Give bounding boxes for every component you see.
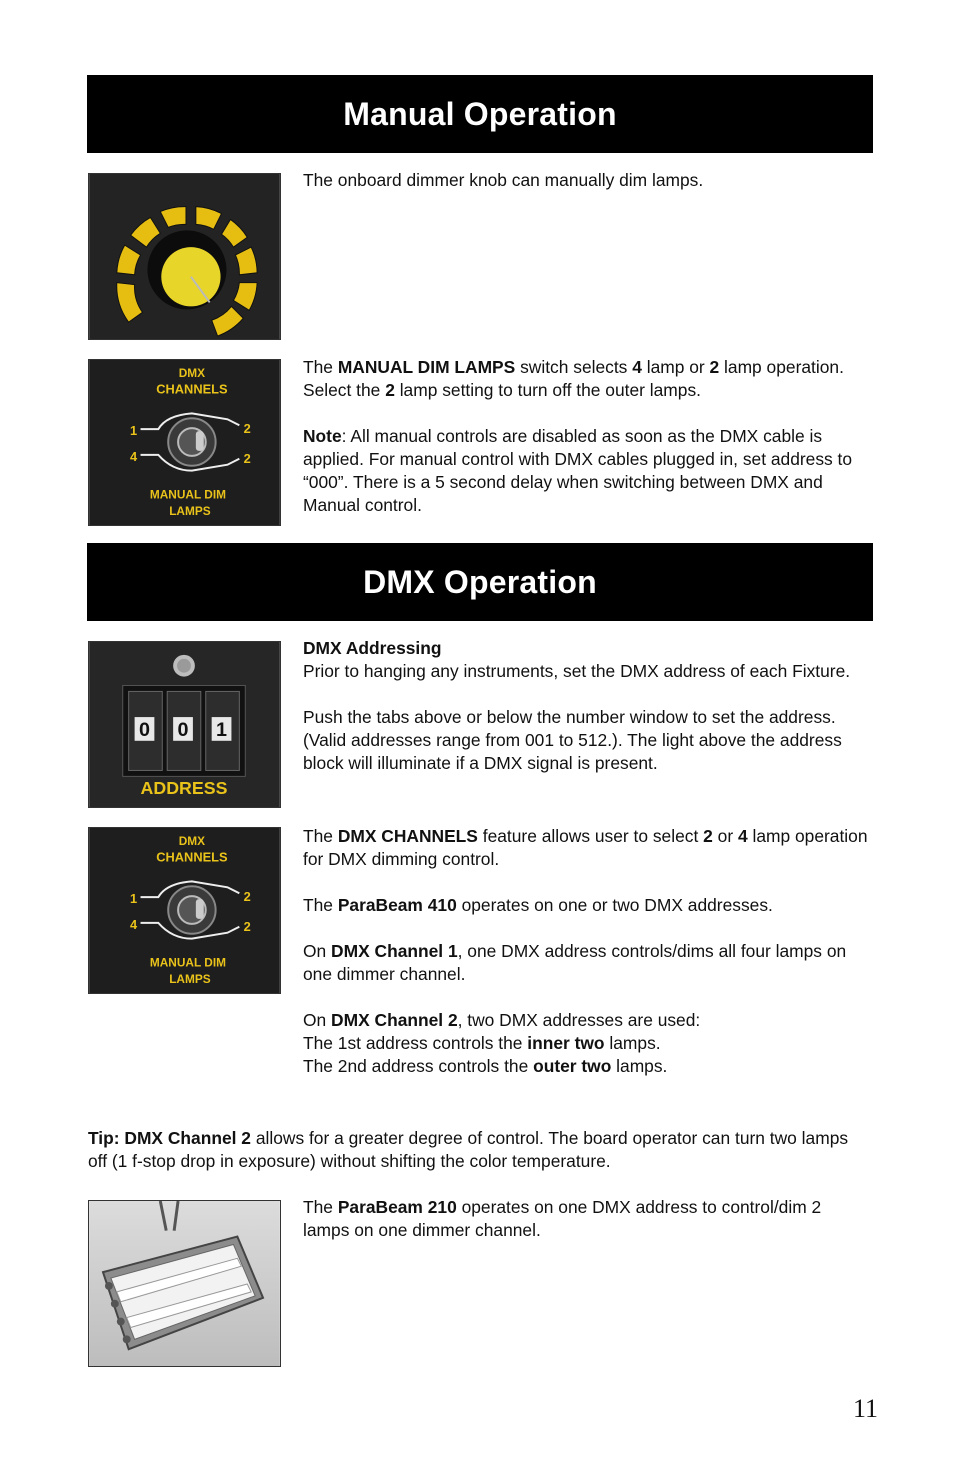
switch-label-2b: 2 [243, 450, 251, 466]
manual-dim-switch-photo [88, 359, 281, 526]
dimmer-knob-icon [89, 174, 280, 339]
switch-label-4: 4 [130, 916, 138, 932]
dmx-channels-switch-photo [88, 827, 281, 994]
switch-label-1: 1 [130, 423, 138, 439]
parabeam-210-text: The ParaBeam 210 operates on one DMX address to control/dim 2 lamps on one dimmer channel. [303, 1197, 822, 1240]
parabeam-210-photo [88, 1200, 281, 1367]
dimmer-knob-photo [88, 173, 281, 340]
toggle-switch-icon [89, 360, 280, 525]
toggle-switch-icon [89, 828, 280, 993]
address-digit-1: 0 [138, 718, 150, 741]
dmx-operation-heading: DMX Operation [363, 563, 597, 600]
outer-two-text: The 2nd address controls the outer two lamps. [303, 1056, 668, 1076]
knob-text: The onboard dimmer knob can manually dim lamps. [303, 170, 704, 190]
manual-note: Note: All manual controls are disabled as soon as the DMX cable is applied. For manual control with DMX cables plugged in, set address to “000”. There is a 5 second delay when switching between DMX and Manual control. [303, 426, 853, 515]
address-label: ADDRESS [140, 778, 228, 799]
dmx-channels-description [303, 825, 868, 1078]
switch-label-channels: CHANNELS [156, 849, 228, 865]
switch-label-dmx: DMX [178, 365, 206, 380]
address-digit-2: 0 [177, 718, 189, 741]
dmx-channels-text: The DMX CHANNELS feature allows user to select 2 or 4 lamp operation for DMX dimming control. [303, 826, 868, 869]
dmx-addressing-text: Prior to hanging any instruments, set the DMX address of each Fixture. [303, 661, 851, 681]
page-number: 11 [852, 1394, 878, 1423]
address-digit-3: 1 [216, 718, 228, 741]
address-wheel-icon [89, 642, 280, 807]
inner-two-text: The 1st address controls the inner two lamps. [303, 1033, 661, 1053]
switch-label-manual-dim: MANUAL DIM [149, 955, 227, 970]
manual-operation-banner [87, 75, 873, 153]
knob-description [303, 169, 868, 192]
switch-label-manual-dim: MANUAL DIM [149, 487, 227, 502]
parabeam-410-text: The ParaBeam 410 operates on one or two DMX addresses. [303, 895, 773, 915]
dmx-push-text: Push the tabs above or below the number window to set the address. (Valid addresses range from 001 to 512.). The light above the address block will illuminate if a DMX signal is present. [303, 707, 842, 773]
address-panel-photo [88, 641, 281, 808]
switch-label-lamps: LAMPS [169, 504, 211, 519]
manual-switch-text: The MANUAL DIM LAMPS switch selects 4 lamp or 2 lamp operation. Select the 2 lamp setting to turn off the outer lamps. [303, 357, 844, 400]
switch-label-lamps: LAMPS [169, 972, 211, 987]
switch-label-1: 1 [130, 891, 138, 907]
tip-text: allows for a greater degree of control. The board operator can turn two lamps off (1 f-stop drop in exposure) without shifting the color temperature. [88, 1128, 849, 1171]
manual-operation-heading: Manual Operation [343, 95, 617, 132]
dmx-addressing-title: DMX Addressing [303, 638, 442, 658]
switch-label-2: 2 [243, 421, 251, 437]
dmx-channel-1-text: On DMX Channel 1, one DMX address controls/dims all four lamps on one dimmer channel. [303, 941, 847, 984]
switch-label-dmx: DMX [178, 833, 206, 848]
dmx-operation-banner [87, 543, 873, 621]
switch-label-2: 2 [243, 889, 251, 905]
fixture-icon [89, 1201, 280, 1366]
parabeam-210-description [303, 1196, 868, 1242]
switch-label-channels: CHANNELS [156, 381, 228, 397]
switch-label-2b: 2 [243, 918, 251, 934]
switch-label-4: 4 [130, 448, 138, 464]
manual-switch-description [303, 356, 868, 517]
dmx-channel-2-text: On DMX Channel 2, two DMX addresses are used: [303, 1010, 701, 1030]
dmx-addressing-description [303, 637, 868, 775]
tip-label: Tip: DMX Channel 2 [88, 1128, 251, 1148]
tip-paragraph [88, 1127, 868, 1173]
